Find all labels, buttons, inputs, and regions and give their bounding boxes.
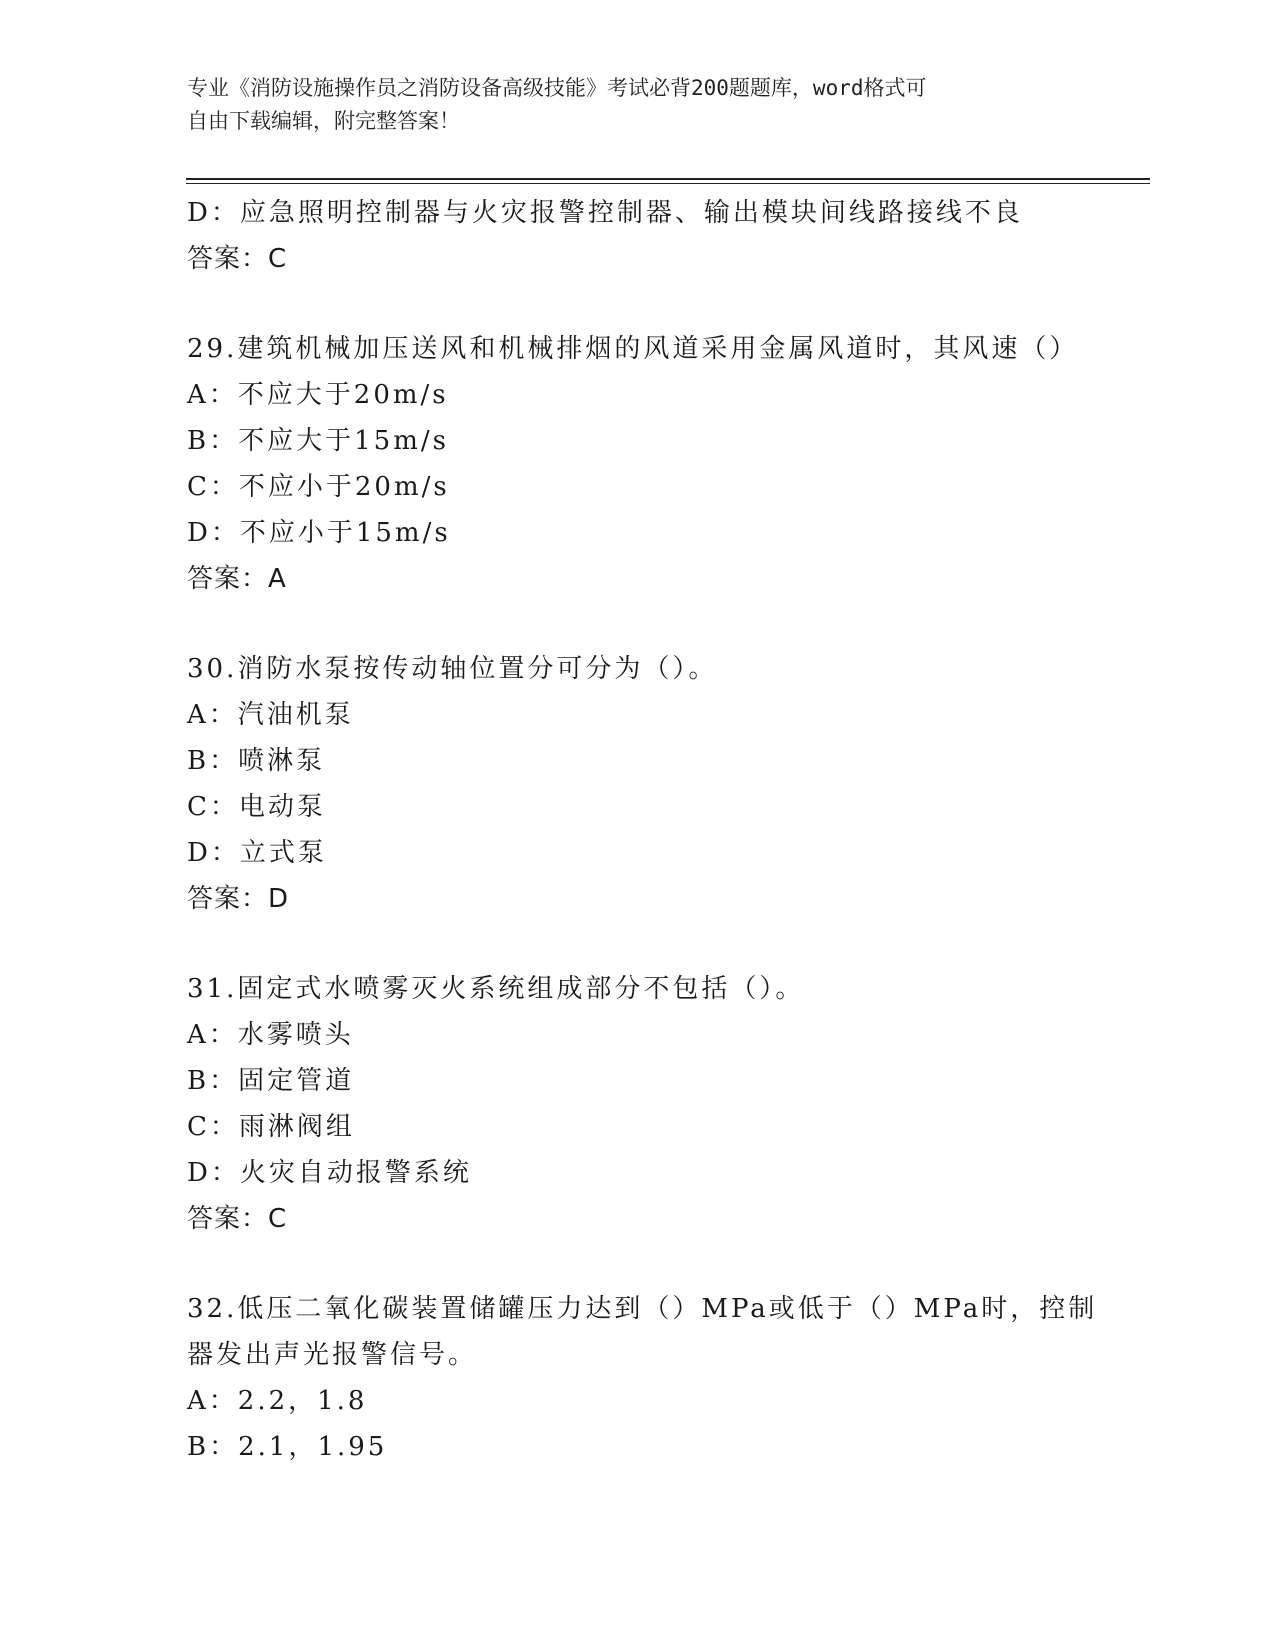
header-rule bbox=[186, 178, 1150, 180]
q29-question: 29.建筑机械加压送风和机械排烟的风道采用金属风道时，其风速（） bbox=[187, 334, 1079, 364]
page-header bbox=[187, 72, 1067, 138]
q31-answer: 答案：C bbox=[187, 1204, 288, 1234]
q31-option-a: A：水雾喷头 bbox=[187, 1020, 354, 1050]
q32-question-line-1: 32.低压二氧化碳装置储罐压力达到（）MPa或低于（）MPa时，控制 bbox=[187, 1294, 1098, 1324]
q31-option-c: C：雨淋阀组 bbox=[187, 1112, 355, 1142]
question-list bbox=[187, 190, 1147, 1470]
q32-option-b: B：2.1，1.95 bbox=[187, 1432, 388, 1462]
q31-question: 31.固定式水喷雾灭火系统组成部分不包括（）。 bbox=[187, 974, 805, 1004]
q32-option-a: A：2.2，1.8 bbox=[187, 1386, 368, 1416]
q30-question: 30.消防水泵按传动轴位置分可分为（）。 bbox=[187, 654, 718, 684]
q29-answer: 答案：A bbox=[187, 564, 287, 594]
q29-option-a: A：不应大于20m/s bbox=[187, 380, 449, 410]
q30-answer: 答案：D bbox=[187, 884, 290, 914]
q32-question-line-2: 器发出声光报警信号。 bbox=[187, 1340, 478, 1370]
q30-option-a: A：汽油机泵 bbox=[187, 700, 354, 730]
q30-option-c: C：电动泵 bbox=[187, 792, 326, 822]
header-rule-thin bbox=[186, 183, 1150, 184]
header-line-1: 专业《消防设施操作员之消防设备高级技能》考试必背200题题库，word格式可 bbox=[187, 76, 927, 100]
q30-option-b: B：喷淋泵 bbox=[187, 746, 326, 776]
q31-option-b: B：固定管道 bbox=[187, 1066, 355, 1096]
header-line-2: 自由下载编辑，附完整答案！ bbox=[187, 109, 460, 133]
q29-option-b: B：不应大于15m/s bbox=[187, 426, 449, 456]
q29-option-c: C：不应小于20m/s bbox=[187, 472, 450, 502]
q31-option-d: D：火灾自动报警系统 bbox=[187, 1158, 472, 1188]
prev-option-d: D：应急照明控制器与火灾报警控制器、输出模块间线路接线不良 bbox=[187, 198, 1023, 228]
q29-option-d: D：不应小于15m/s bbox=[187, 518, 451, 548]
q30-option-d: D：立式泵 bbox=[187, 838, 327, 868]
prev-answer: 答案：C bbox=[187, 244, 288, 274]
